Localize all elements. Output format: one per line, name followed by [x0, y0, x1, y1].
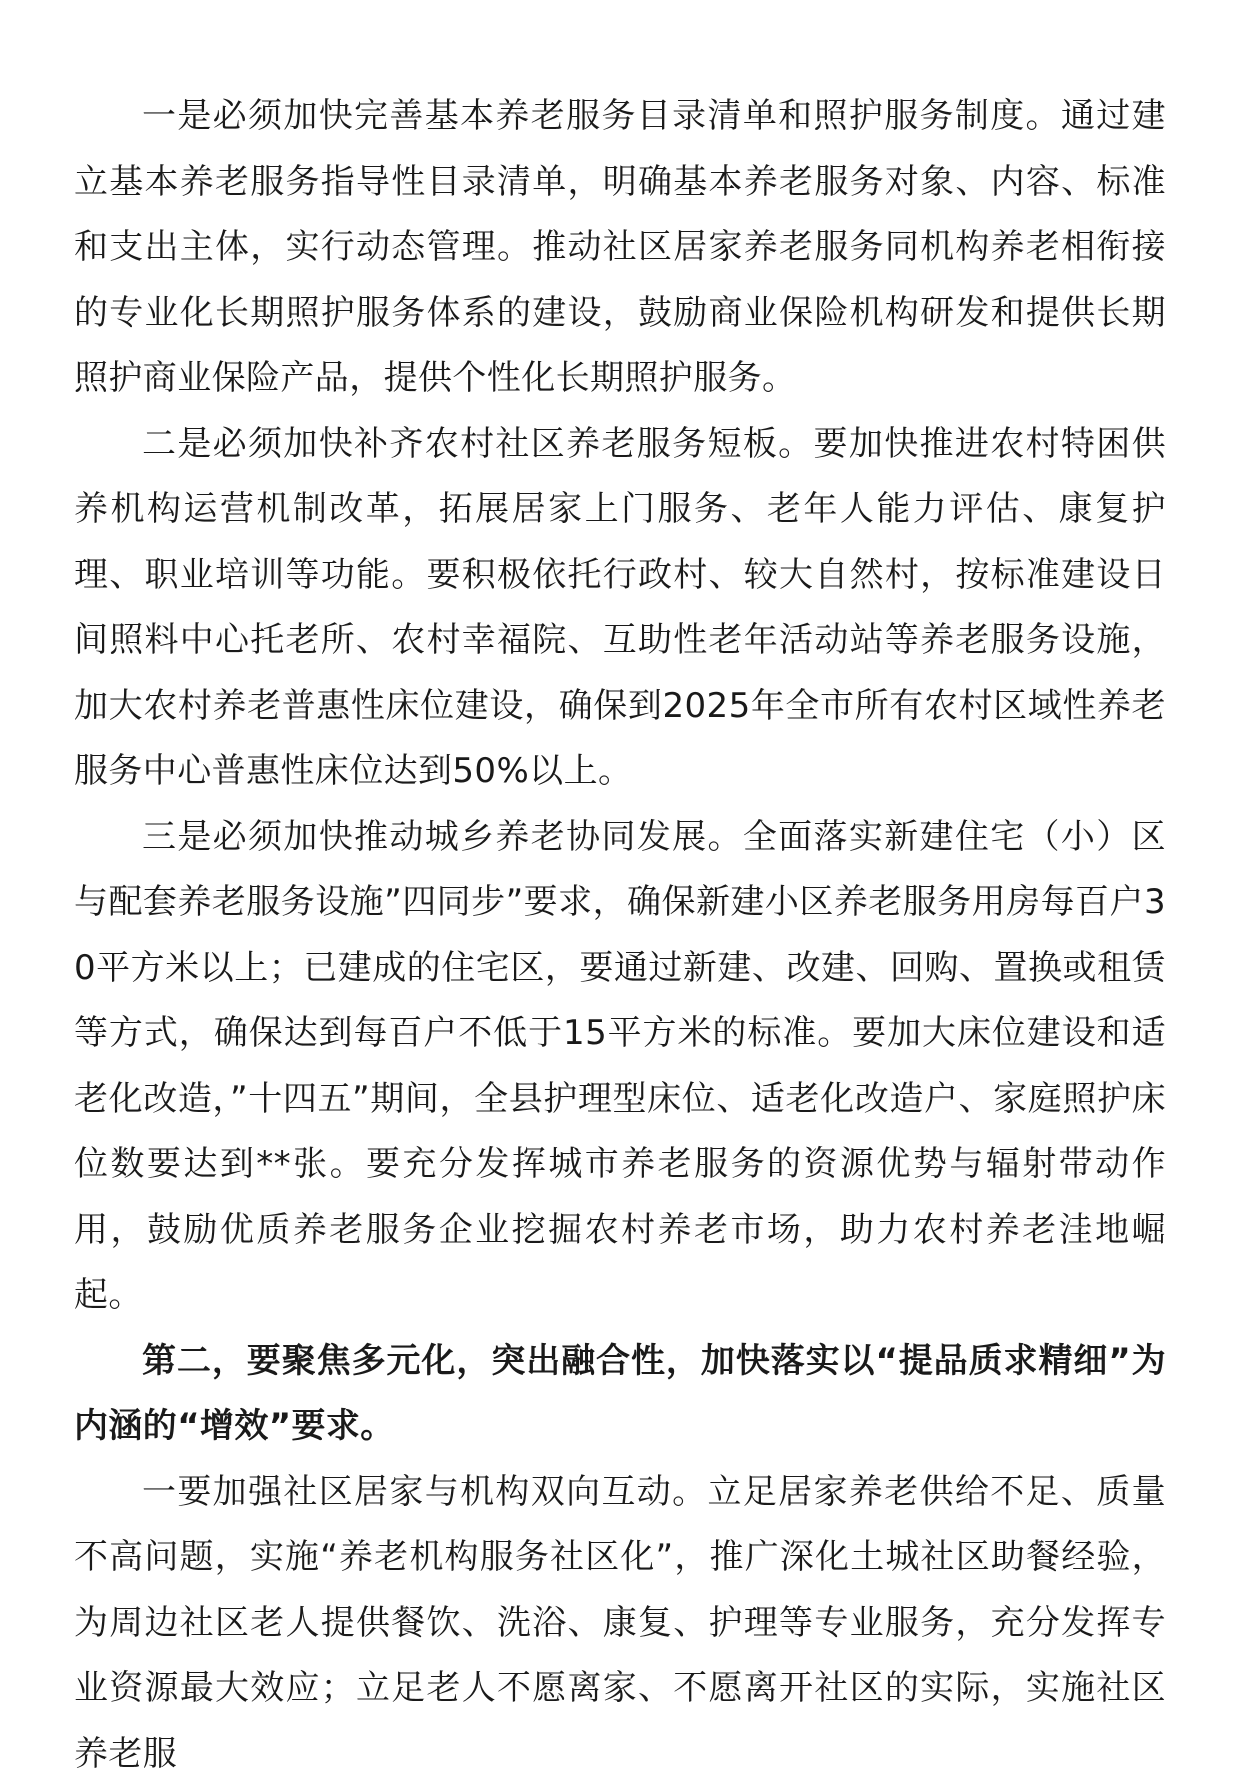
section-heading-second: 第二，要聚焦多元化，突出融合性，加快落实以“提品质求精细”为内涵的“增效”要求。 [74, 1329, 1166, 1460]
paragraph-community-institution-interaction: 一要加强社区居家与机构双向互动。立足居家养老供给不足、质量不高问题，实施“养老机构服务社区化”，推广深化土城社区助餐经验，为周边社区老人提供餐饮、洗浴、康复、护理等专业服务，充分发挥专业资源最大效应；立足老人不愿离家、不愿离开社区的实际，实施社区养老服 [74, 1460, 1166, 1787]
paragraph-basic-service-catalog: 一是必须加快完善基本养老服务目录清单和照护服务制度。通过建立基本养老服务指导性目录清单，明确基本养老服务对象、内容、标准和支出主体，实行动态管理。推动社区居家养老服务同机构养老相衔接的专业化长期照护服务体系的建设，鼓励商业保险机构研发和提供长期照护商业保险产品，提供个性化长期照护服务。 [74, 84, 1166, 412]
paragraph-urban-rural-coordination: 三是必须加快推动城乡养老协同发展。全面落实新建住宅（小）区与配套养老服务设施”四同步”要求，确保新建小区养老服务用房每百户30平方米以上；已建成的住宅区，要通过新建、改建、回购、置换或租赁等方式，确保达到每百户不低于15平方米的标准。要加大床位建设和适老化改造，”十四五”期间，全县护理型床位、适老化改造户、家庭照护床位数要达到**张。要充分发挥城市养老服务的资源优势与辐射带动作用，鼓励优质养老服务企业挖掘农村养老市场，助力农村养老洼地崛起。 [74, 805, 1166, 1329]
paragraph-rural-elderly-care: 二是必须加快补齐农村社区养老服务短板。要加快推进农村特困供养机构运营机制改革，拓展居家上门服务、老年人能力评估、康复护理、职业培训等功能。要积极依托行政村、较大自然村，按标准建设日间照料中心托老所、农村幸福院、互助性老年活动站等养老服务设施，加大农村养老普惠性床位建设，确保到2025年全市所有农村区域性养老服务中心普惠性床位达到50%以上。 [74, 412, 1166, 805]
document-body [74, 84, 1166, 1787]
